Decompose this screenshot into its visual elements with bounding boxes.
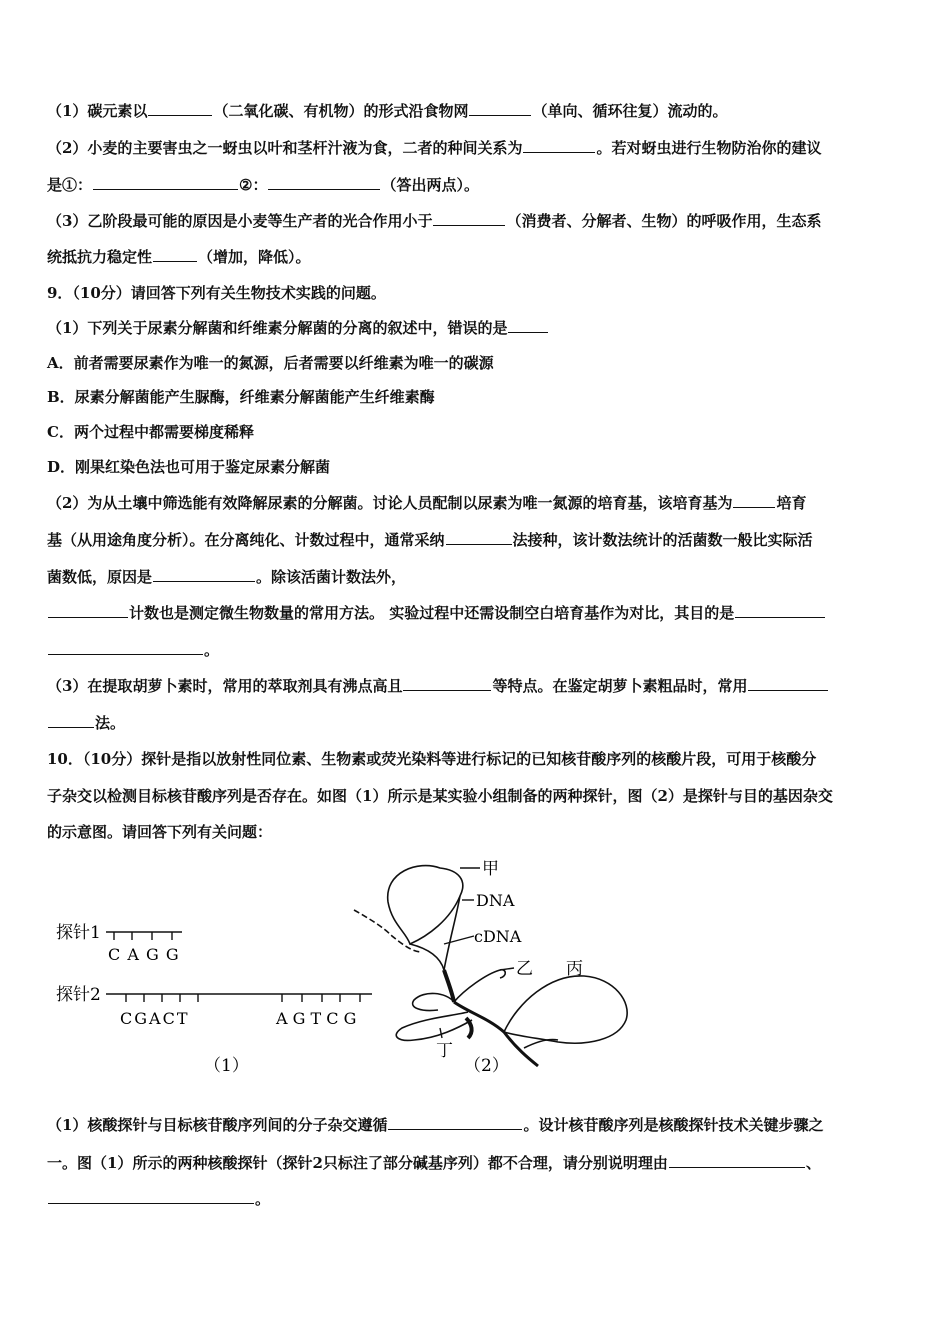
q9-part1-line bbox=[47, 317, 549, 339]
answer-blank[interactable] bbox=[469, 100, 531, 116]
q10-part1-text-e: 。 bbox=[255, 1190, 271, 1208]
q8-part3-text-b: （消费者、分解者、生物）的呼吸作用，生态系 bbox=[506, 212, 822, 230]
q8-part1-text-b: （二氧化碳、有机物）的形式沿食物网 bbox=[213, 102, 469, 120]
q9-part3-line2 bbox=[47, 712, 125, 734]
q9-part1-text: （1）下列关于尿素分解菌和纤维素分解菌的分离的叙述中，错误的是 bbox=[47, 319, 508, 337]
q10-intro-line3: 的示意图。请回答下列有关问题： bbox=[47, 823, 273, 841]
q9-part2-text-b: 培育 bbox=[776, 494, 807, 512]
q8-part2-line2 bbox=[47, 174, 479, 196]
answer-blank[interactable] bbox=[403, 675, 491, 691]
probe1-label: 探针1 bbox=[56, 923, 101, 943]
answer-blank[interactable] bbox=[48, 602, 128, 618]
label-jia: 甲 bbox=[482, 859, 499, 879]
probe1-ticks bbox=[114, 932, 172, 940]
answer-blank[interactable] bbox=[733, 492, 775, 508]
q8-part2-text-c: 是①： bbox=[47, 176, 93, 194]
figure2-caption: （2） bbox=[464, 1056, 509, 1076]
q9-part3-line1 bbox=[47, 675, 829, 697]
probe-figure bbox=[48, 852, 648, 1082]
answer-blank[interactable] bbox=[93, 174, 238, 190]
answer-blank[interactable] bbox=[153, 566, 255, 582]
q10-part1-line3 bbox=[47, 1188, 270, 1210]
q8-part2-text-e: （答出两点）。 bbox=[381, 176, 479, 194]
answer-blank[interactable] bbox=[523, 137, 595, 153]
q9-part2-line3 bbox=[47, 566, 406, 588]
q9-part2-text-e: 菌数低，原因是 bbox=[47, 568, 153, 586]
q8-part3-text-a: （3）乙阶段最可能的原因是小麦等生产者的光合作用小于 bbox=[47, 212, 433, 230]
probe-diagram-svg bbox=[48, 852, 648, 1082]
answer-blank[interactable] bbox=[148, 100, 212, 116]
q9-part3-text-b: 等特点。在鉴定胡萝卜素粗品时，常用 bbox=[492, 677, 748, 695]
q9-part3-text-c: 法。 bbox=[95, 714, 126, 732]
loop-ding bbox=[396, 1012, 472, 1040]
q9-part2-text-a: （2）为从土壤中筛选能有效降解尿素的分解菌。讨论人员配制以尿素为唯一氮源的培育基，该培育基为 bbox=[47, 494, 733, 512]
answer-blank[interactable] bbox=[748, 675, 828, 691]
q8-part3-line1 bbox=[47, 210, 821, 232]
q9-option-b: B．尿素分解菌能产生脲酶，纤维素分解菌能产生纤维素酶 bbox=[47, 388, 435, 406]
q8-part2-text-d: ②： bbox=[239, 176, 268, 194]
label-ding: 丁 bbox=[436, 1041, 453, 1061]
q9-part2-line1 bbox=[47, 492, 806, 514]
q8-part2-line1 bbox=[47, 137, 821, 159]
q8-part2-text-b: 。若对蚜虫进行生物防治你的建议 bbox=[596, 139, 822, 157]
answer-blank[interactable] bbox=[268, 174, 380, 190]
answer-blank[interactable] bbox=[48, 639, 203, 655]
q8-part1-text-c: （单向、循环往复）流动的。 bbox=[532, 102, 728, 120]
label-bing: 丙 bbox=[566, 959, 583, 979]
probe2-bases-left: CGACT bbox=[120, 1009, 190, 1028]
q9-part2-text-f: 。除该活菌计数法外， bbox=[256, 568, 407, 586]
q10-part1-line1 bbox=[47, 1114, 823, 1136]
q10-part1-text-d: 、 bbox=[805, 1154, 821, 1172]
answer-blank[interactable] bbox=[446, 529, 512, 545]
q9-part2-line5 bbox=[47, 639, 219, 661]
label-dna: DNA bbox=[476, 891, 515, 910]
q8-part3-text-d: （增加，降低）。 bbox=[198, 248, 311, 266]
label-cdna: cDNA bbox=[474, 927, 522, 946]
probe2-label: 探针2 bbox=[56, 985, 101, 1005]
probe2-bases-right: A G T C G bbox=[276, 1009, 357, 1028]
q9-heading: 9．（10分）请回答下列有关生物技术实践的问题。 bbox=[47, 284, 386, 302]
q9-option-a: A．前者需要尿素作为唯一的氮源，后者需要以纤维素为唯一的碳源 bbox=[47, 354, 494, 372]
q9-part2-text-c: 基（从用途角度分析）。在分离纯化、计数过程中，通常采纳 bbox=[47, 531, 445, 549]
answer-blank[interactable] bbox=[669, 1152, 805, 1168]
dna-strand bbox=[354, 910, 422, 952]
answer-blank[interactable] bbox=[153, 246, 197, 262]
q9-part2-text-h: 。 bbox=[204, 641, 220, 659]
q9-option-c: C．两个过程中都需要梯度稀释 bbox=[47, 423, 254, 441]
probe1-bases: C A G G bbox=[108, 945, 180, 964]
q10-part1-text-b: 。设计核苷酸序列是核酸探针技术关键步骤之 bbox=[523, 1116, 824, 1134]
probe2-ticks bbox=[126, 994, 360, 1002]
q9-part2-text-d: 法接种，该计数法统计的活菌数一般比实际活 bbox=[512, 531, 813, 549]
q9-part2-line2 bbox=[47, 529, 813, 551]
q10-part1-text-c: 一。图（1）所示的两种核酸探针（探针2只标注了部分碱基序列）都不合理，请分别说明理由 bbox=[47, 1154, 668, 1172]
answer-blank[interactable] bbox=[48, 1188, 254, 1204]
figure1-caption: （1） bbox=[204, 1056, 249, 1076]
q10-part1-text-a: （1）核酸探针与目标核苷酸序列间的分子杂交遵循 bbox=[47, 1116, 388, 1134]
q10-intro-line1: 10．（10分）探针是指以放射性同位素、生物素或荧光染料等进行标记的已知核苷酸序列的核酸片段，可用于核酸分 bbox=[47, 750, 817, 768]
label-yi: 乙 bbox=[516, 959, 533, 979]
loop-bing bbox=[504, 976, 627, 1043]
q10-part1-line2 bbox=[47, 1152, 821, 1174]
loop-yi bbox=[454, 970, 505, 1002]
q8-part2-text-a: （2）小麦的主要害虫之一蚜虫以叶和茎杆汁液为食，二者的种间关系为 bbox=[47, 139, 523, 157]
q8-part1-line bbox=[47, 100, 727, 122]
q9-part2-text-g: 计数也是测定微生物数量的常用方法。 实验过程中还需设制空白培育基作为对比，其目的是 bbox=[129, 604, 735, 622]
answer-blank[interactable] bbox=[508, 317, 548, 333]
answer-blank[interactable] bbox=[735, 602, 825, 618]
q9-part2-line4 bbox=[47, 602, 826, 624]
q9-part3-text-a: （3）在提取胡萝卜素时，常用的萃取剂具有沸点高且 bbox=[47, 677, 403, 695]
q8-part3-line2 bbox=[47, 246, 311, 268]
q10-intro-line2: 子杂交以检测目标核苷酸序列是否存在。如图（1）所示是某实验小组制备的两种探针，图（2）是探针与目的基因杂交 bbox=[47, 787, 833, 805]
answer-blank[interactable] bbox=[388, 1114, 522, 1130]
q8-part1-text-a: （1）碳元素以 bbox=[47, 102, 148, 120]
q9-option-d: D．刚果红染色法也可用于鉴定尿素分解菌 bbox=[47, 458, 331, 476]
q8-part3-text-c: 统抵抗力稳定性 bbox=[47, 248, 153, 266]
answer-blank[interactable] bbox=[48, 712, 94, 728]
answer-blank[interactable] bbox=[433, 210, 505, 226]
